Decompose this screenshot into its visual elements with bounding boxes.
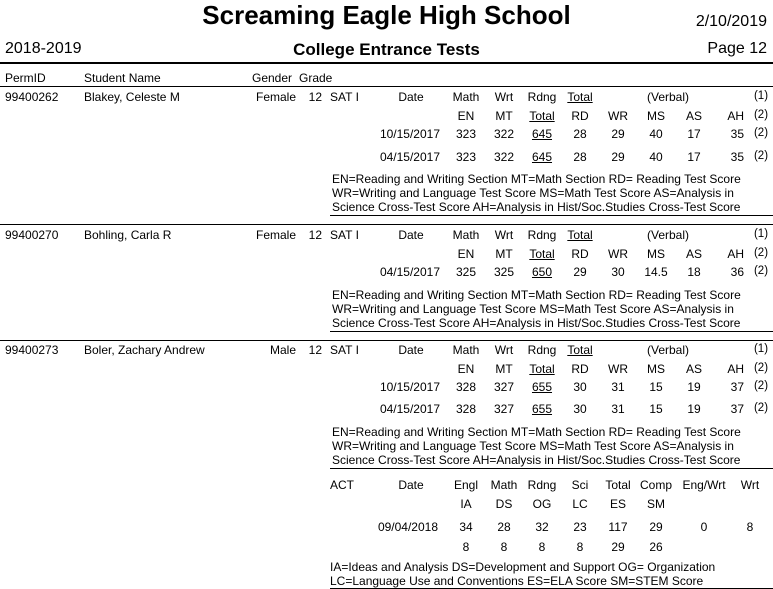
sat-as: 19 [687,380,701,394]
sat-note-1: (1) [753,228,769,240]
sat-as-header: AS [685,362,702,376]
col-permid: PermID [5,71,46,85]
student-name: Boler, Zachary Andrew [84,343,205,357]
sat-wr-header: WR [608,247,628,261]
sat-math-header: Math [452,228,480,242]
sat-note: (2) [753,150,769,162]
sat-en: 323 [455,127,477,141]
sat-legend-line: Science Cross-Test Score AH=Analysis in Hist/Soc.Studies Cross-Test Score [332,200,741,214]
student-divider-grade [255,224,325,225]
sat-date: 10/15/2017 [379,380,440,394]
sat-mt: 327 [493,402,515,416]
sat-as: 17 [687,150,701,164]
col-student-name: Student Name [84,71,161,85]
header-rule [0,62,773,64]
sat-as-header: AS [685,247,702,261]
sat-en-header: EN [457,362,475,376]
sat-date-header: Date [398,343,424,357]
sat-note-1: (1) [753,90,769,102]
sat-note: (2) [753,380,769,392]
sat-wrt-header: Wrt [494,343,514,357]
sat-mt-header: MT [495,362,513,376]
sat-date: 04/15/2017 [379,150,440,164]
sat-date-header: Date [398,90,424,104]
sat-legend-line: WR=Writing and Language Test Score MS=Math Test Score AS=Analysis in [332,439,734,453]
legend-underline [330,331,773,332]
student-gender: Male [269,343,296,357]
sat-verbal-header: (Verbal) [646,228,690,242]
sat-en-header: EN [457,247,475,261]
sat-mt: 325 [493,265,515,279]
sat-en: 323 [455,150,477,164]
sat-legend-line: Science Cross-Test Score AH=Analysis in Hist/Soc.Studies Cross-Test Score [332,453,741,467]
act-total: 117 [608,520,628,534]
sat-rd: 30 [573,402,587,416]
sat-ah-header: AH [727,247,744,261]
act-rdng-header: Rdng [527,478,557,492]
sat-rd: 28 [573,127,587,141]
sat-mt-header: MT [495,247,513,261]
student-grade: 12 [308,90,322,104]
legend-underline [330,468,773,469]
student-grade: 12 [308,343,322,357]
sat-ms-header: MS [647,362,665,376]
sat-ah: 36 [730,265,744,279]
student-divider-grade [255,340,325,341]
act-lc-header: LC [572,497,588,511]
sat-ah: 37 [730,402,744,416]
sat-total-header: Total [567,343,593,357]
sat-date: 10/15/2017 [379,127,440,141]
report-title: College Entrance Tests [293,40,480,59]
sat-total: 650 [531,265,553,279]
act-legend-line: LC=Language Use and Conventions ES=ELA Score SM=STEM Score [330,574,704,588]
act-og: 8 [538,540,546,554]
act-sm-header: SM [647,497,665,511]
sat-ms: 14.5 [644,265,668,279]
sat-note: (2) [753,265,769,277]
act-ds-header: DS [495,497,513,511]
sat-note-1: (1) [753,343,769,355]
student-grade: 12 [308,228,322,242]
col-gender: Gender [252,71,293,85]
sat-legend-line: EN=Reading and Writing Section MT=Math Section RD= Reading Test Score [332,425,741,439]
school-year: 2018-2019 [5,40,82,57]
sat-total-header: Total [567,228,593,242]
sat-test-label: SAT I [330,90,359,104]
student-permid: 99400273 [5,343,59,357]
sat-wr-header: WR [608,362,628,376]
student-divider [0,224,773,225]
sat-ah: 37 [730,380,744,394]
student-permid: 99400262 [5,90,59,104]
act-wrt-header: Wrt [740,478,760,492]
sat-en: 328 [455,380,477,394]
act-sm: 26 [649,540,663,554]
sat-ms: 40 [649,127,663,141]
sat-rd-header: RD [571,109,589,123]
sat-note-2: (2) [753,362,769,374]
act-total-header: Total [605,478,631,492]
sat-ah-header: AH [727,109,744,123]
act-rdng: 32 [535,520,549,534]
act-date: 09/04/2018 [377,520,438,534]
sat-wr: 30 [611,265,625,279]
act-sci-header: Sci [571,478,589,492]
sat-legend-line: Science Cross-Test Score AH=Analysis in Hist/Soc.Studies Cross-Test Score [332,316,741,330]
act-math-header: Math [490,478,518,492]
act-ia: 8 [462,540,470,554]
sat-rd: 29 [573,265,587,279]
sat-verbal-header: (Verbal) [646,90,690,104]
column-rule [0,86,773,87]
sat-wrt-header: Wrt [494,90,514,104]
student-gender: Female [255,228,296,242]
act-date-header: Date [398,478,424,492]
sat-ah: 35 [730,127,744,141]
sat-note-2: (2) [753,109,769,121]
sat-as: 19 [687,402,701,416]
sat-total: 645 [531,127,553,141]
sat-wr: 29 [611,127,625,141]
sat-rd-header: RD [571,362,589,376]
act-ia-header: IA [460,497,472,511]
sat-as: 18 [687,265,701,279]
sat-rd: 30 [573,380,587,394]
sat-ms: 15 [649,402,663,416]
page-number: Page 12 [707,40,767,57]
sat-date: 04/15/2017 [379,402,440,416]
sat-total: 655 [531,402,553,416]
sat-wrt-header: Wrt [494,228,514,242]
sat-legend-line: WR=Writing and Language Test Score MS=Math Test Score AS=Analysis in [332,302,734,316]
sat-mt: 327 [493,380,515,394]
sat-total: 655 [531,380,553,394]
sat-legend-line: EN=Reading and Writing Section MT=Math Section RD= Reading Test Score [332,172,741,186]
sat-total2-header: Total [529,362,555,376]
act-lc: 8 [576,540,584,554]
sat-ms-header: MS [647,247,665,261]
act-sci: 23 [573,520,587,534]
act-legend-line: IA=Ideas and Analysis DS=Development and Support OG= Organization [330,560,716,574]
sat-math-header: Math [452,343,480,357]
sat-en: 328 [455,402,477,416]
sat-note-2: (2) [753,247,769,259]
sat-rd: 28 [573,150,587,164]
school-title: Screaming Eagle High School [202,0,571,30]
sat-rdng-header: Rdng [527,343,557,357]
student-divider [0,340,773,341]
sat-rdng-header: Rdng [527,228,557,242]
sat-note: (2) [753,127,769,139]
sat-wr: 31 [611,380,625,394]
act-math: 28 [497,520,511,534]
student-name: Bohling, Carla R [84,228,172,242]
sat-rdng-header: Rdng [527,90,557,104]
act-engl: 34 [459,520,473,534]
sat-test-label: SAT I [330,343,359,357]
act-comp: 29 [649,520,663,534]
act-es: 29 [611,540,625,554]
sat-ah-header: AH [727,362,744,376]
sat-mt: 322 [493,150,515,164]
sat-note: (2) [753,402,769,414]
act-engwrt: 0 [700,520,708,534]
legend-underline [330,215,773,216]
sat-math-header: Math [452,90,480,104]
sat-ms: 15 [649,380,663,394]
sat-mt: 322 [493,127,515,141]
sat-wr: 31 [611,402,625,416]
sat-wr: 29 [611,150,625,164]
sat-mt-header: MT [495,109,513,123]
act-engwrt-header: Eng/Wrt [682,478,726,492]
sat-date-header: Date [398,228,424,242]
student-permid: 99400270 [5,228,59,242]
sat-verbal-header: (Verbal) [646,343,690,357]
sat-total2-header: Total [529,109,555,123]
sat-ms-header: MS [647,109,665,123]
sat-rd-header: RD [571,247,589,261]
sat-total-header: Total [567,90,593,104]
sat-legend-line: WR=Writing and Language Test Score MS=Math Test Score AS=Analysis in [332,186,734,200]
act-es-header: ES [609,497,626,511]
sat-en-header: EN [457,109,475,123]
act-comp-header: Comp [639,478,672,492]
sat-total: 645 [531,150,553,164]
student-name: Blakey, Celeste M [84,90,180,104]
act-og-header: OG [532,497,552,511]
sat-date: 04/15/2017 [379,265,440,279]
sat-en: 325 [455,265,477,279]
sat-test-label: SAT I [330,228,359,242]
sat-total2-header: Total [529,247,555,261]
sat-wr-header: WR [608,109,628,123]
sat-as: 17 [687,127,701,141]
report-date: 2/10/2019 [695,13,767,30]
act-ds: 8 [500,540,508,554]
act-test-label: ACT [330,478,354,492]
sat-ms: 40 [649,150,663,164]
act-engl-header: Engl [453,478,479,492]
sat-as-header: AS [685,109,702,123]
sat-legend-line: EN=Reading and Writing Section MT=Math Section RD= Reading Test Score [332,288,741,302]
student-gender: Female [255,90,296,104]
act-wrt: 8 [746,520,754,534]
col-grade: Grade [299,71,333,85]
sat-ah: 35 [730,150,744,164]
